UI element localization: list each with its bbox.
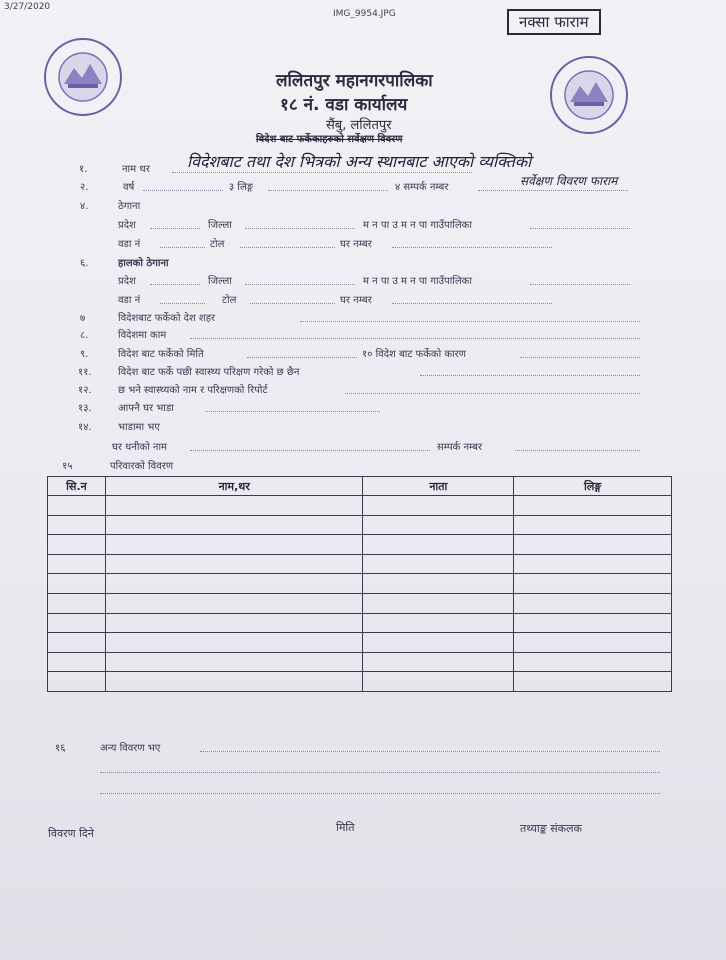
- q16-field-line2[interactable]: [100, 772, 660, 773]
- gender-cell[interactable]: [514, 652, 672, 672]
- name-field[interactable]: [172, 172, 472, 173]
- q8-field[interactable]: [190, 338, 640, 339]
- gender-field[interactable]: [268, 190, 388, 191]
- tole-label: टोल: [210, 239, 225, 250]
- gender-cell[interactable]: [514, 613, 672, 633]
- gender-cell[interactable]: [514, 574, 672, 594]
- handwritten-title-line2: सर्वेक्षण विवरण फाराम: [520, 174, 618, 188]
- q15-label: परिवारको विवरण: [110, 461, 174, 472]
- table-row: [48, 535, 672, 555]
- item-number: १६: [55, 743, 66, 754]
- house-no-field[interactable]: [392, 303, 552, 304]
- serial-cell[interactable]: [48, 535, 106, 555]
- municipality-field[interactable]: [530, 228, 630, 229]
- serial-cell[interactable]: [48, 554, 106, 574]
- serial-cell[interactable]: [48, 672, 106, 692]
- q16-field-line3[interactable]: [100, 793, 660, 794]
- item-number: २.: [80, 182, 89, 193]
- col-name: नाम,थर: [105, 477, 363, 496]
- org-title: ललितपुर महानगरपालिका: [276, 71, 433, 91]
- table-row: [48, 574, 672, 594]
- province-label: प्रदेश: [118, 276, 136, 287]
- gender-cell[interactable]: [514, 535, 672, 555]
- municipality-field[interactable]: [530, 284, 630, 285]
- table-row: [48, 613, 672, 633]
- name-cell[interactable]: [105, 672, 363, 692]
- relation-cell[interactable]: [363, 652, 514, 672]
- relation-cell[interactable]: [363, 633, 514, 653]
- item-number: ६.: [80, 258, 89, 269]
- gender-cell[interactable]: [514, 633, 672, 653]
- district-field[interactable]: [245, 284, 355, 285]
- serial-cell[interactable]: [48, 496, 106, 516]
- name-cell[interactable]: [105, 554, 363, 574]
- item-number: ७: [80, 313, 86, 324]
- table-header-row: [48, 477, 672, 496]
- owner-name-field[interactable]: [190, 450, 430, 451]
- age-field[interactable]: [143, 190, 223, 191]
- ward-label: वडा नं: [118, 295, 141, 306]
- item-number: ८.: [80, 330, 89, 341]
- province-field[interactable]: [150, 284, 200, 285]
- table-row: [48, 515, 672, 535]
- name-cell[interactable]: [105, 613, 363, 633]
- district-field[interactable]: [245, 228, 355, 229]
- gender-cell[interactable]: [514, 554, 672, 574]
- col-gender: लिङ्ग: [514, 477, 672, 496]
- gender-cell[interactable]: [514, 672, 672, 692]
- gender-cell[interactable]: [514, 515, 672, 535]
- current-address-label: हालको ठेगाना: [118, 258, 169, 269]
- relation-cell[interactable]: [363, 593, 514, 613]
- q9-label: विदेश बाट फर्केको मिति: [118, 349, 204, 360]
- house-no-label: घर नम्बर: [340, 239, 372, 250]
- serial-cell[interactable]: [48, 652, 106, 672]
- ward-label: वडा नं: [118, 239, 141, 250]
- age-label: वर्ष: [123, 182, 135, 193]
- table-row: [48, 633, 672, 653]
- submitter-label: विवरण दिने: [48, 827, 94, 840]
- name-cell[interactable]: [105, 652, 363, 672]
- relation-cell[interactable]: [363, 554, 514, 574]
- owner-name-label: घर धनीको नाम: [112, 442, 168, 453]
- house-no-label: घर नम्बर: [340, 295, 372, 306]
- table-row: [48, 554, 672, 574]
- q11-label: विदेश बाट फर्के पछी स्वास्थ्य परिक्षण गरेको छ छैन: [118, 367, 300, 378]
- q11-field[interactable]: [420, 375, 640, 376]
- name-label: नाम थर: [122, 164, 150, 175]
- contact-label: ४ सम्पर्क नम्बर: [395, 182, 449, 193]
- municipality-label: म न पा उ म न पा गाउँपालिका: [363, 220, 472, 231]
- name-cell[interactable]: [105, 515, 363, 535]
- table-row: [48, 593, 672, 613]
- item-number: १५: [62, 461, 73, 472]
- name-cell[interactable]: [105, 535, 363, 555]
- item-number: १२.: [78, 385, 92, 396]
- house-no-field[interactable]: [392, 247, 552, 248]
- district-label: जिल्ला: [208, 276, 232, 287]
- q10-field[interactable]: [520, 357, 640, 358]
- col-serial: सि.न: [48, 477, 106, 496]
- table-row: [48, 672, 672, 692]
- q12-field[interactable]: [345, 393, 640, 394]
- q13-label: आफ्नै घर भाडा: [118, 403, 174, 414]
- tole-label: टोल: [222, 295, 237, 306]
- office-title: १८ नं. वडा कार्यालय: [280, 95, 408, 115]
- serial-cell[interactable]: [48, 515, 106, 535]
- municipality-seal-left: [42, 36, 124, 118]
- q10-label: १० विदेश बाट फर्केको कारण: [362, 349, 466, 360]
- name-cell[interactable]: [105, 496, 363, 516]
- date-label: मिति: [336, 821, 355, 834]
- relation-cell[interactable]: [363, 613, 514, 633]
- item-number: ९.: [80, 349, 89, 360]
- item-number: १४.: [78, 422, 92, 433]
- struck-form-title: विदेश बाट फर्केकाहरुको सर्वेक्षण विवरण: [256, 134, 403, 145]
- serial-cell[interactable]: [48, 574, 106, 594]
- relation-cell[interactable]: [363, 515, 514, 535]
- gender-label: ३ लिङ्ग: [229, 182, 254, 193]
- serial-cell[interactable]: [48, 593, 106, 613]
- serial-cell[interactable]: [48, 633, 106, 653]
- q7-field[interactable]: [300, 321, 640, 322]
- item-number: ४.: [80, 201, 89, 212]
- relation-cell[interactable]: [363, 574, 514, 594]
- name-cell[interactable]: [105, 574, 363, 594]
- tole-field[interactable]: [240, 247, 335, 248]
- q7-label: विदेशबाट फर्केको देश शहर: [118, 313, 216, 324]
- gender-cell[interactable]: [514, 496, 672, 516]
- family-details-table: [47, 476, 672, 692]
- table-row: [48, 496, 672, 516]
- photo-filename: IMG_9954.JPG: [333, 9, 396, 19]
- q13-field[interactable]: [205, 411, 380, 412]
- collector-label: तथ्याङ्क संकलक: [520, 822, 582, 835]
- province-label: प्रदेश: [118, 220, 136, 231]
- col-relation: नाता: [363, 477, 514, 496]
- q14-label: भाडामा भए: [118, 422, 160, 433]
- name-cell[interactable]: [105, 633, 363, 653]
- q16-label: अन्य विवरण भए: [100, 743, 161, 754]
- relation-cell[interactable]: [363, 535, 514, 555]
- contact-field[interactable]: [478, 190, 628, 191]
- item-number: १.: [79, 164, 88, 175]
- owner-contact-field[interactable]: [515, 450, 640, 451]
- name-cell[interactable]: [105, 593, 363, 613]
- tole-field[interactable]: [250, 303, 335, 304]
- district-label: जिल्ला: [208, 220, 232, 231]
- table-row: [48, 652, 672, 672]
- gender-cell[interactable]: [514, 593, 672, 613]
- ward-field[interactable]: [160, 303, 205, 304]
- corner-stamp: नक्सा फाराम: [507, 9, 601, 35]
- municipality-seal-right: [548, 54, 630, 136]
- serial-cell[interactable]: [48, 613, 106, 633]
- handwritten-title-line1: विदेशबाट तथा देश भित्रको अन्य स्थानबाट आएको व्यक्तिको: [187, 152, 532, 171]
- owner-contact-label: सम्पर्क नम्बर: [437, 442, 483, 453]
- ward-field[interactable]: [160, 247, 205, 248]
- municipality-label: म न पा उ म न पा गाउँपालिका: [363, 276, 472, 287]
- photo-date: 3/27/2020: [4, 2, 51, 12]
- q16-field-line1[interactable]: [200, 751, 660, 752]
- relation-cell[interactable]: [363, 672, 514, 692]
- relation-cell[interactable]: [363, 496, 514, 516]
- item-number: ११.: [78, 367, 92, 378]
- q9-field[interactable]: [247, 357, 357, 358]
- q12-label: छ भने स्वास्थ्यको नाम र परिक्षणको रिपोर्ट: [118, 385, 268, 396]
- office-place: सैंबु, ललितपुर: [326, 118, 392, 133]
- province-field[interactable]: [150, 228, 200, 229]
- item-number: १३.: [78, 403, 92, 414]
- address-label: ठेगाना: [118, 201, 141, 212]
- q8-label: विदेशमा काम: [118, 330, 167, 341]
